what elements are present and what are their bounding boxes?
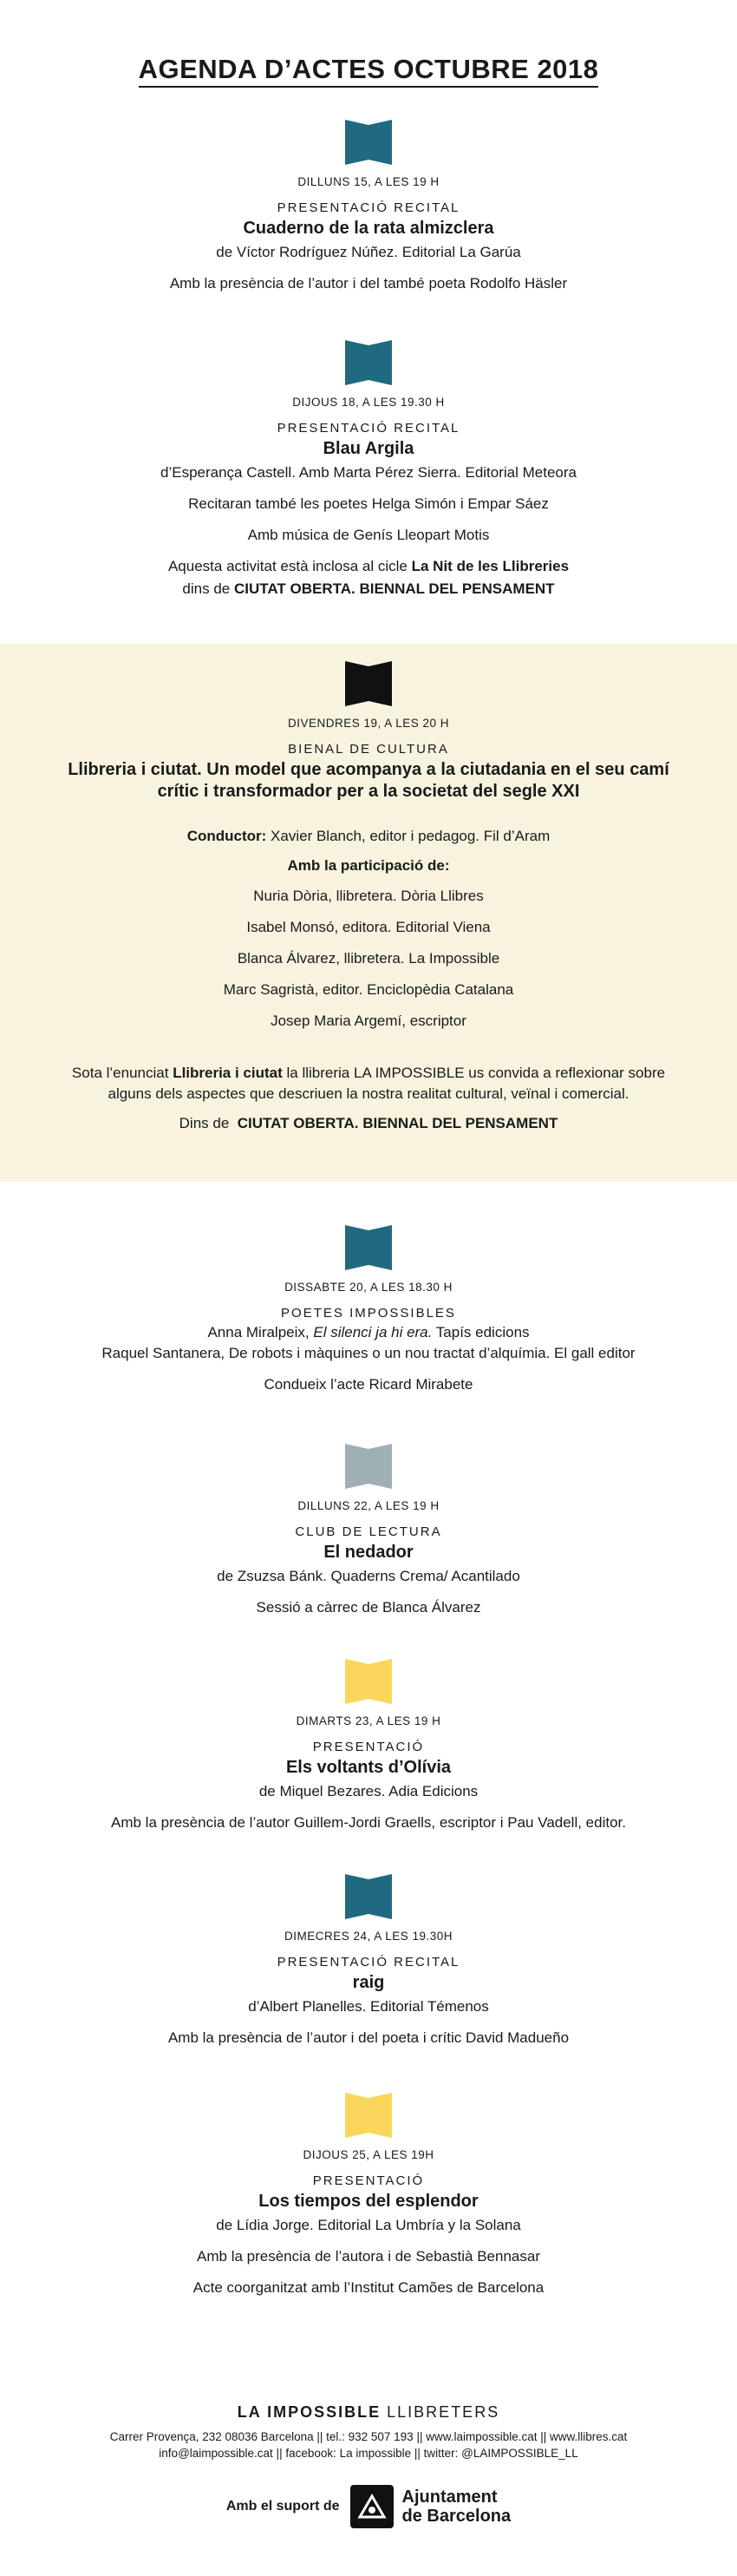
teal-book-icon: [345, 1874, 392, 1919]
event-8: [0, 2093, 737, 2297]
participant: Josep Maria Argemí, escriptor: [271, 1013, 466, 1029]
teal-book-icon: [345, 340, 392, 385]
event-line: Anna Miralpeix, El silenci ja hi era. Tapís edicions: [207, 1324, 530, 1340]
event-3: [0, 661, 737, 1132]
event-5: [0, 1444, 737, 1616]
event-line: Aquesta activitat està inclosa al cicle La Nit de les Llibreries: [167, 558, 570, 574]
event-line: Condueix l’acte Ricard Mirabete: [264, 1376, 473, 1393]
event-category: PRESENTACIÓ: [312, 1740, 425, 1754]
event-title: Los tiempos del esplendor: [258, 2192, 479, 2211]
event-4: [0, 1225, 737, 1393]
event-line: Acte coorganitzat amb l’Institut Camões de Barcelona: [192, 2279, 545, 2296]
event-7: [0, 1874, 737, 2047]
event-line: alguns dels aspectes que descriuen la nostra realitat cultural, veïnal i comercial.: [108, 1085, 629, 1102]
teal-book-icon: [345, 1225, 392, 1270]
event-title: Llibreria i ciutat. Un model que acompanya a la ciutadania en el seu camí: [68, 760, 669, 779]
event-date: DIMARTS 23, A LES 19 H: [296, 1714, 441, 1727]
event-category: CLUB DE LECTURA: [295, 1524, 442, 1539]
event-6: [0, 1659, 737, 1832]
event-2: [0, 340, 737, 598]
ajuntament-name: Ajuntament de Barcelona: [401, 2488, 512, 2526]
event-line: Dins de CIUTAT OBERTA. BIENNAL DEL PENSAMENT: [179, 1115, 558, 1131]
event-line: Amb la presència de l’autor Guillem-Jordi Graells, escriptor i Pau Vadell, editor.: [110, 1814, 626, 1831]
event-line: de Lídia Jorge. Editorial La Umbría y la Solana: [216, 2217, 521, 2233]
event-line: de Víctor Rodríguez Núñez. Editorial La Garúa: [216, 244, 521, 260]
event-line: de Miquel Bezares. Adia Edicions: [258, 1783, 479, 1799]
participant: Isabel Monsó, editora. Editorial Viena: [246, 919, 491, 935]
event-line: Sota l’enunciat Llibreria i ciutat la llibreria LA IMPOSSIBLE us convida a reflexionar sobre: [71, 1065, 666, 1081]
event-date: DIJOUS 18, A LES 19.30 H: [292, 396, 445, 409]
black-book-icon: [345, 661, 392, 706]
event-line: Conductor: Xavier Blanch, editor i pedagog. Fil d’Aram: [186, 828, 551, 844]
event-title: Cuaderno de la rata almizclera: [243, 219, 494, 238]
participant: Nuria Dòria, llibretera. Dòria Llibres: [253, 888, 484, 904]
event-date: DIJOUS 25, A LES 19H: [303, 2148, 434, 2161]
event-date: DIMECRES 24, A LES 19.30H: [284, 1930, 453, 1943]
event-category: POETES IMPOSSIBLES: [281, 1306, 456, 1321]
event-date: DILLUNS 15, A LES 19 H: [297, 175, 440, 188]
support-block: [0, 2485, 737, 2528]
event-line: de Zsuzsa Bánk. Quaderns Crema/ Acantilado: [217, 1568, 520, 1584]
event-category: BIENAL DE CULTURA: [288, 742, 449, 757]
grey-book-icon: [345, 1444, 392, 1489]
event-line: Amb la presència de l’autora i de Sebastià Bennasar: [197, 2248, 540, 2265]
event-line: Recitaran també les poetes Helga Simón i Empar Sáez: [188, 495, 549, 512]
yellow-book-icon: [345, 1659, 392, 1704]
event-category: PRESENTACIÓ RECITAL: [277, 1955, 460, 1970]
page-title: AGENDA D’ACTES OCTUBRE 2018: [0, 54, 737, 85]
footer: [0, 2403, 737, 2460]
footer-address: Carrer Provença, 232 08036 Barcelona || tel.: 932 507 193 || www.laimpossible.cat || www.llibres.cat: [109, 2430, 628, 2443]
participant: Marc Sagristà, editor. Enciclopèdia Catalana: [223, 981, 514, 998]
event-line: Amb la participació de:: [287, 857, 450, 874]
teal-book-icon: [345, 120, 392, 165]
event-line: d’Esperança Castell. Amb Marta Pérez Sierra. Editorial Meteora: [160, 464, 577, 481]
footer-contact: info@laimpossible.cat || facebook: La impossible || twitter: @LAIMPOSSIBLE_LL: [159, 2447, 578, 2460]
event-line: Amb la presència de l’autor i del poeta i crític David Madueño: [167, 2029, 570, 2046]
event-category: PRESENTACIÓ RECITAL: [277, 200, 460, 215]
event-line: dins de CIUTAT OBERTA. BIENNAL DEL PENSAMENT: [182, 580, 555, 597]
event-title: Els voltants d’Olívia: [285, 1758, 452, 1777]
event-line: Sessió a càrrec de Blanca Álvarez: [256, 1599, 481, 1616]
event-title: raig: [352, 1973, 385, 1992]
event-line: Amb la presència de l’autor i del també poeta Rodolfo Häsler: [169, 275, 568, 292]
event-line: d’Albert Planelles. Editorial Témenos: [248, 1998, 489, 2015]
support-label: Amb el suport de: [225, 2499, 340, 2514]
event-category: PRESENTACIÓ RECITAL: [277, 421, 460, 436]
yellow-book-icon: [345, 2093, 392, 2138]
event-date: DILLUNS 22, A LES 19 H: [297, 1499, 440, 1512]
event-line: Amb música de Genís Lleopart Motis: [247, 527, 490, 543]
event-title: El nedador: [323, 1543, 414, 1562]
event-title: Blau Argila: [323, 439, 414, 458]
bookstore-name: LA IMPOSSIBLE LLIBRETERS: [237, 2403, 500, 2421]
event-date: DISSABTE 20, A LES 18.30 H: [284, 1281, 453, 1294]
event-date: DIVENDRES 19, A LES 20 H: [287, 717, 450, 730]
participant: Blanca Álvarez, llibretera. La Impossible: [237, 950, 500, 967]
event-1: [0, 120, 737, 292]
event-title: crític i transformador per a la societat del segle XXI: [157, 782, 580, 801]
event-category: PRESENTACIÓ: [312, 2173, 425, 2188]
event-line: Raquel Santanera, De robots i màquines o un nou tractat d’alquímia. El gall editor: [101, 1345, 636, 1361]
ajuntament-logo-icon: [350, 2485, 394, 2528]
